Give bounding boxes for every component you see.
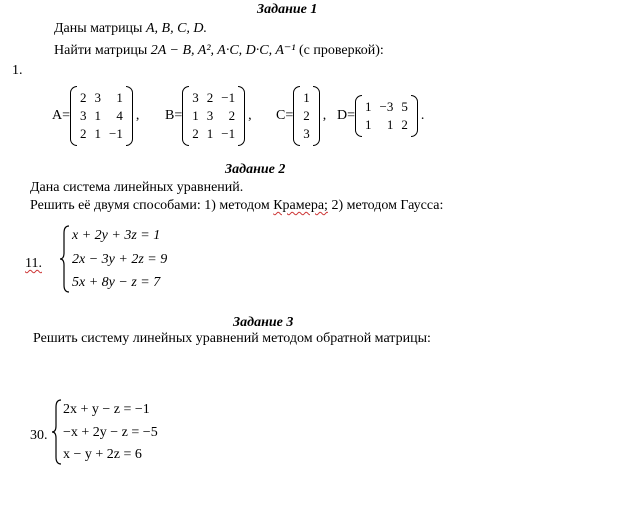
matrix-cell: −3 (379, 99, 394, 114)
task2-system (60, 225, 167, 293)
matrix-d (337, 95, 424, 137)
matrix-punctuation: , (248, 108, 252, 123)
matrix-cell: 3 (192, 90, 199, 105)
matrix-punctuation: , (322, 108, 327, 123)
task1-number: 1. (12, 63, 23, 78)
matrix-cell: 3 (80, 108, 87, 123)
matrix-cell: 1 (94, 126, 102, 141)
matrix-cell: 2 (303, 108, 310, 123)
task3-equation-2: −x + 2y − z = −5 (63, 424, 158, 440)
task2-statement: Дана система линейных уравнений. (30, 180, 244, 195)
matrix-cell: 4 (116, 108, 123, 123)
task3-system (52, 399, 158, 465)
task1-find-text: Найти матрицы (54, 43, 151, 58)
task3-equations (62, 399, 158, 465)
task2-equation-2: 2x − 3y + 2z = 9 (72, 251, 168, 267)
matrix-cell: 1 (206, 126, 214, 141)
matrix-a (52, 86, 139, 146)
task1-given-math: A, B, C, D. (145, 21, 208, 36)
matrix-punctuation: , (135, 108, 140, 123)
task2-equation-3: 5x + 8y − z = 7 (72, 275, 161, 290)
matrix-punctuation: . (420, 108, 425, 123)
task3-equation-1: 2x + y − z = −1 (63, 402, 150, 417)
matrix-cell: 1 (192, 108, 199, 123)
matrix-cell: 1 (386, 117, 394, 132)
matrix-label: D= (337, 108, 356, 123)
matrix-b (165, 86, 252, 146)
task3-statement: Решить систему линейных уравнений методом обратной матрицы: (33, 331, 431, 346)
matrix-cell: 2 (192, 126, 199, 141)
matrix-cell: 2 (206, 90, 214, 105)
matrix-entries (300, 89, 313, 143)
task3-equation-3: x − y + 2z = 6 (63, 447, 142, 462)
task1-find-suffix: (с проверкой): (295, 43, 384, 58)
matrix-label: A= (52, 108, 71, 123)
matrix-cell: 1 (94, 108, 102, 123)
matrix-label: B= (165, 108, 183, 123)
task1-find-line (54, 42, 384, 59)
matrix-c (276, 86, 326, 146)
task2-number-text: 11. (25, 256, 42, 271)
right-paren-icon (126, 86, 133, 146)
matrix-cell: −1 (221, 90, 236, 105)
task3-title: Задание 3 (233, 315, 294, 330)
task1-title: Задание 1 (257, 2, 318, 17)
matrix-cell: 1 (116, 90, 123, 105)
right-paren-icon (411, 95, 418, 137)
matrix-cell: 2 (80, 126, 87, 141)
matrix-entries (362, 98, 411, 134)
matrix-cell: 1 (303, 90, 310, 105)
left-paren-icon (355, 95, 362, 137)
task2-equation-1: x + 2y + 3z = 1 (72, 228, 161, 243)
left-paren-icon (182, 86, 189, 146)
matrix-cell: 5 (401, 99, 408, 114)
task3-number: 30. (30, 428, 48, 443)
task2-methods-text-a: Решить её двумя способами: 1) методом (30, 198, 274, 213)
matrix-cell: 3 (94, 90, 102, 105)
right-paren-icon (238, 86, 245, 146)
matrix-cell: −1 (221, 126, 236, 141)
left-brace-icon (52, 399, 62, 465)
matrix-cell: −1 (109, 126, 123, 141)
left-paren-icon (70, 86, 77, 146)
matrix-cell: 2 (401, 117, 408, 132)
right-paren-icon (313, 86, 320, 146)
task2-methods-cramer: Крамера; (273, 198, 328, 213)
matrix-cell: 3 (303, 126, 310, 141)
task2-title: Задание 2 (225, 162, 286, 177)
matrix-entries (77, 89, 126, 143)
task1-find-math: 2A − B, A², A·C, D·C, A⁻¹ (150, 43, 296, 58)
task1-given-line (54, 21, 207, 37)
matrix-entries (189, 89, 238, 143)
matrix-cell: 2 (80, 90, 87, 105)
left-paren-icon (293, 86, 300, 146)
matrix-label: C= (276, 108, 294, 123)
task2-methods (30, 198, 443, 214)
task2-methods-text-c: 2) методом Гаусса: (327, 198, 444, 213)
left-brace-icon (60, 225, 70, 293)
matrix-cell: 2 (228, 108, 236, 123)
matrix-cell: 1 (365, 117, 372, 132)
task2-number (25, 256, 42, 272)
matrix-cell: 1 (365, 99, 372, 114)
task1-given-text: Даны матрицы (54, 21, 146, 36)
matrix-cell: 3 (206, 108, 214, 123)
task2-equations (70, 225, 167, 293)
